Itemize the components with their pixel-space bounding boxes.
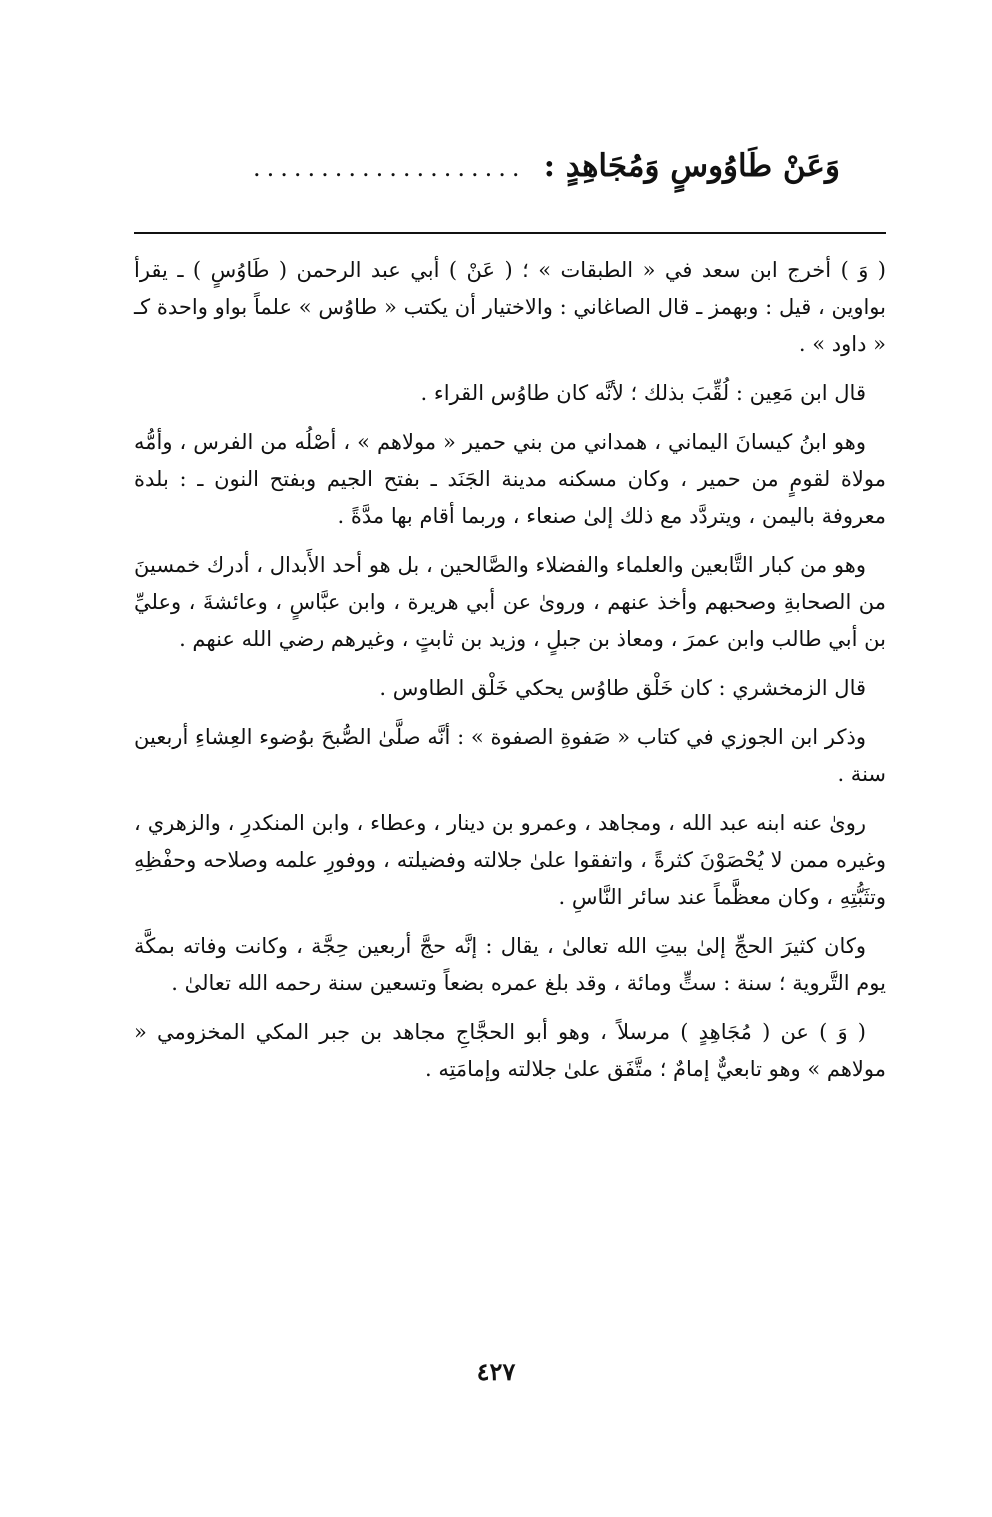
paragraph: قال الزمخشري : كان خَلْق طاوُس يحكي خَلْق الطاوس . bbox=[379, 676, 866, 700]
matn-heading bbox=[140, 148, 840, 184]
paragraph: ( وَ ) أخرج ابن سعد في « الطبقات » ؛ ( عَنْ ) أبي عبد الرحمن ( طَاوُسٍ ) ـ يقرأ بواوين ، قيل : وبهمز ـ قال الصاغاني : والاختيار أن يكتب « طاوُس » علماً بواو واحدة كـ « داود » . bbox=[134, 258, 886, 356]
separator-rule bbox=[134, 232, 886, 234]
paragraph: وهو من كبار التَّابعين والعلماء والفضلاء والصَّالحين ، بل هو أحد الأَبدال ، أدرك خمسينَ من الصحابةِ وصحبهم وأخذ عنهم ، وروىٰ عن أبي هريرة ، وابن عبَّاسٍ ، وعائشةَ ، وعليِّ بن أبي طالب وابن عمرَ ، ومعاذ بن جبلٍ ، وزيد بن ثابتٍ ، وغيرهم رضي الله عنهم . bbox=[134, 553, 886, 651]
paragraph: ( وَ ) عن ( مُجَاهِدٍ ) مرسلاً ، وهو أبو الحجَّاجِ مجاهد بن جبر المكي المخزومي « مولاهم » وهو تابعيٌّ إمامٌ ؛ متَّفَق علىٰ جلالته وإمامَتِه . bbox=[134, 1020, 886, 1081]
paragraph: وهو ابنُ كيسانَ اليماني ، همداني من بني حمير « مولاهم » ، أصْلُه من الفرس ، وأمُّه مولاة لقومٍ من حمير ، وكان مسكنه مدينة الجَنَد ـ بفتح الجيم وبفتح النون ـ : بلدة معروفة باليمن ، ويتردَّد مع ذلك إلىٰ صنعاء ، وربما أقام بها مدَّةً . bbox=[134, 430, 886, 528]
commentary-body bbox=[134, 252, 886, 1100]
matn-text: وَعَنْ طَاوُوسٍ وَمُجَاهِدٍ : bbox=[543, 148, 840, 184]
page-number: ٤٢٧ bbox=[476, 1357, 516, 1386]
matn-dots: .................... bbox=[252, 154, 526, 182]
paragraph: قال ابن مَعِين : لُقِّبَ بذلك ؛ لأنَّه كان طاوُس القراء . bbox=[420, 381, 866, 405]
paragraph: روىٰ عنه ابنه عبد الله ، ومجاهد ، وعمرو بن دينار ، وعطاء ، وابن المنكدرِ ، والزهري ، وغيره ممن لا يُحْصَوْنَ كثرةً ، واتفقوا علىٰ جلالته وفضيلته ، ووفورِ علمه وصلاحه وحفْظِهِ وتثَبُّتِهِ ، وكان معظَّماً عند سائر النَّاسِ . bbox=[134, 811, 886, 909]
paragraph: وذكر ابن الجوزي في كتاب « صَفوةِ الصفوة » : أنَّه صلَّىٰ الصُّبحَ بوُضوء العِشاءِ أربعين سنة . bbox=[134, 725, 886, 786]
paragraph: وكان كثيرَ الحجِّ إلىٰ بيتِ الله تعالىٰ ، يقال : إنَّه حجَّ أربعين حِجَّة ، وكانت وفاته بمكَّة يوم التَّروية ؛ سنة : ستٍّ ومائة ، وقد بلغ عمره بضعاً وتسعين سنة رحمه الله تعالىٰ . bbox=[134, 934, 886, 995]
